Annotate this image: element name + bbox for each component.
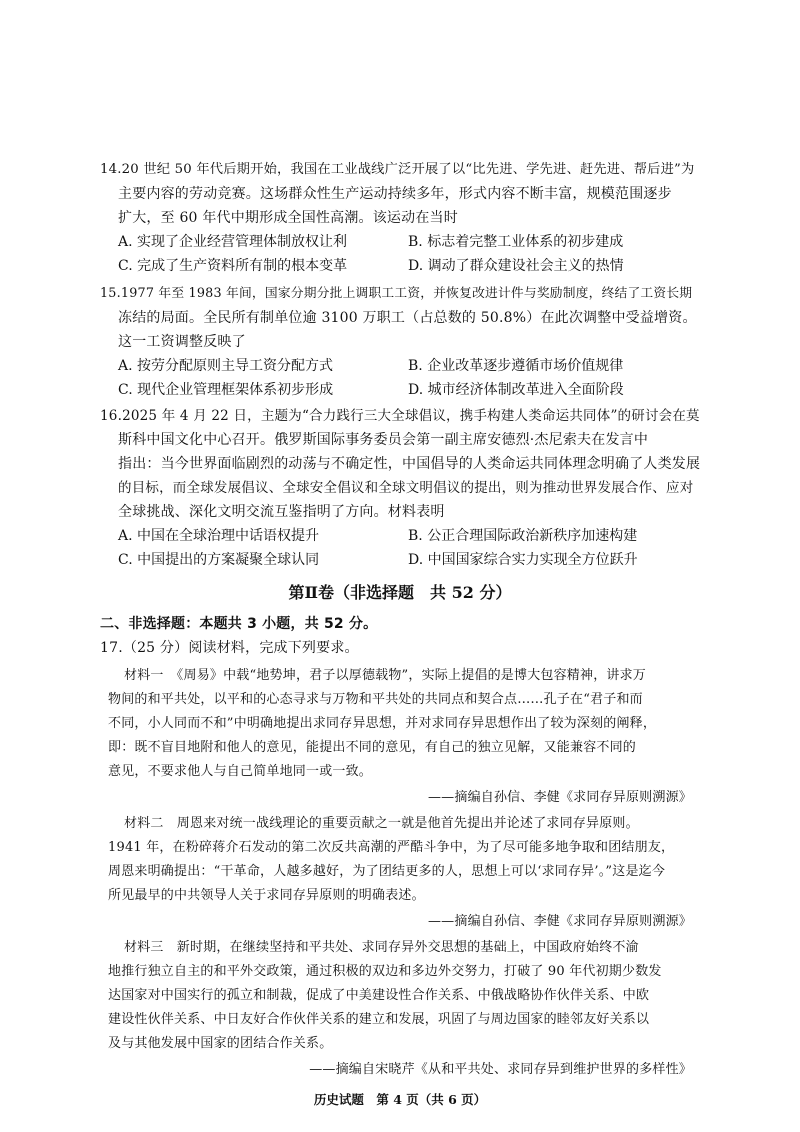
material-2-line-4: 所见最早的中共领导人关于求同存异原则的明确表述。	[108, 888, 425, 903]
material-3-source: ——摘编自宋晓芹《从和平共处、求同存异到维护世界的多样性》	[309, 1062, 692, 1077]
page-footer: 历史试题 第 4 页（共 6 页）	[313, 1092, 487, 1107]
q16-option-a: A. 中国在全球治理中话语权提升	[118, 528, 320, 544]
q16-option-d: D. 中国国家综合实力实现全方位跃升	[408, 552, 638, 568]
material-2-source: ——摘编自孙信、李健《求同存异原则溯源》	[427, 914, 692, 929]
material-1-line-4: 即：既不盲目地附和他人的意见，能提出不同的意见，有自己的独立见解，又能兼容不同的	[108, 740, 637, 755]
q15-line-3: 这一工资调整反映了	[118, 334, 246, 350]
q16-line-1: 16.2025 年 4 月 22 日，主题为“合力践行三大全球倡议，携手构建人类命运共同体”的研讨会在莫	[100, 408, 700, 424]
q14-option-d: D. 调动了群众建设社会主义的热情	[408, 258, 624, 274]
q15-line-2: 冻结的局面。全民所有制单位逾 3100 万职工（占总数的 50.8%）在此次调整中受益增资。	[118, 310, 697, 326]
q15-option-a: A. 按劳分配原则主导工资分配方式	[118, 358, 334, 374]
material-3-line-1: 材料三 新时期，在继续坚持和平共处、求同存异外交思想的基础上，中国政府始终不渝	[124, 940, 639, 955]
material-2-line-1: 材料二 周恩来对统一战线理论的重要贡献之一就是他首先提出并论述了求同存异原则。	[124, 816, 639, 831]
section-2-header: 二、非选择题：本题共 3 小题，共 52 分。	[100, 616, 378, 632]
material-1-line-1: 材料一 《周易》中载“地势坤，君子以厚德载物”，实际上提倡的是博大包容精神，讲求万	[124, 668, 646, 683]
q16-option-c: C. 中国提出的方案凝聚全球认同	[118, 552, 320, 568]
q15-line-1: 15.1977 年至 1983 年间，国家分期分批上调职工工资，并恢复改进计件与奖励制度，终结了工资长期	[100, 286, 693, 301]
section-2-title: 第Ⅱ卷（非选择题 共 52 分）	[288, 583, 512, 602]
q16-line-4: 的目标，而全球发展倡议、全球安全倡议和全球文明倡议的提出，则为推动世界发展合作、应对	[118, 480, 694, 496]
q14-option-c: C. 完成了生产资料所有制的根本变革	[118, 258, 348, 274]
material-2-line-3: 周恩来明确提出：“干革命，人越多越好，为了团结更多的人，思想上可以‘求同存异’。”这是迄今	[108, 864, 666, 879]
q17-intro: 17.（25 分）阅读材料，完成下列要求。	[100, 640, 359, 656]
material-3-line-2: 地推行独立自主的和平外交政策，通过积极的双边和多边外交努力，打破了 90 年代初期少数发	[108, 964, 662, 979]
material-2-line-2: 1941 年，在粉碎蒋介石发动的第二次反共高潮的严酷斗争中，为了尽可能多地争取和团结朋友，	[108, 840, 675, 855]
material-1-line-5: 意见，不要求他人与自己简单地同一或一致。	[108, 764, 373, 779]
q15-option-d: D. 城市经济体制改革进入全面阶段	[408, 382, 624, 398]
material-3-line-4: 建设性伙伴关系、中日友好合作伙伴关系的建立和发展，巩固了与周边国家的睦邻友好关系以	[108, 1012, 650, 1027]
q16-line-3: 指出：当今世界面临剧烈的动荡与不确定性，中国倡导的人类命运共同体理念明确了人类发展	[118, 456, 701, 472]
q15-option-c: C. 现代企业管理框架体系初步形成	[118, 382, 334, 398]
q14-line-1: 14.20 世纪 50 年代后期开始，我国在工业战线广泛开展了以“比先进、学先进、赶先进、帮后进”为	[100, 162, 695, 177]
q16-line-5: 全球挑战、深化文明交流互鉴指明了方向。材料表明	[118, 504, 445, 520]
material-1-line-2: 物间的和平共处，以平和的心态寻求与万物和平共处的共同点和契合点……孔子在“君子和而	[108, 692, 643, 707]
q16-option-b: B. 公正合理国际政治新秩序加速构建	[408, 528, 638, 544]
q14-option-b: B. 标志着完整工业体系的初步建成	[408, 234, 624, 250]
q16-line-2: 斯科中国文化中心召开。俄罗斯国际事务委员会第一副主席安德烈·杰尼索夫在发言中	[118, 432, 649, 448]
q14-line-3: 扩大，至 60 年代中期形成全国性高潮。该运动在当时	[118, 210, 458, 226]
q15-option-b: B. 企业改革逐步遵循市场价值规律	[408, 358, 624, 374]
q14-option-a: A. 实现了企业经营管理体制放权让利	[118, 234, 348, 250]
material-3-line-3: 达国家对中国实行的孤立和制裁，促成了中美建设性合作关系、中俄战略协作伙伴关系、中欧	[108, 988, 650, 1003]
material-1-source: ——摘编自孙信、李健《求同存异原则溯源》	[427, 790, 692, 805]
material-1-line-3: 不同，小人同而不和”中明确地提出求同存异思想，并对求同存异思想作出了较为深刻的阐释，	[108, 716, 657, 731]
material-3-line-5: 及与其他发展中国家的团结合作关系。	[108, 1036, 333, 1051]
q14-line-2: 主要内容的劳动竞赛。这场群众性生产运动持续多年，形式内容不断丰富，规模范围逐步	[118, 186, 672, 202]
